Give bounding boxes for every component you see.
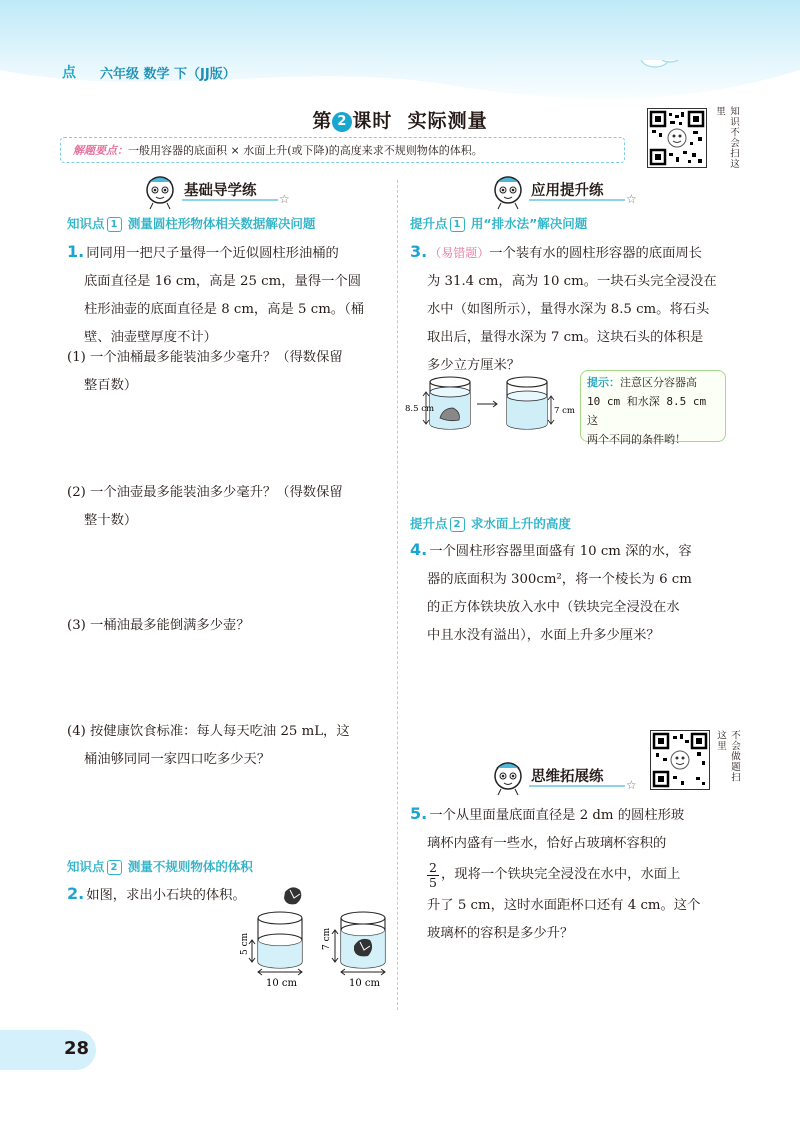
hint-label: 提示： — [587, 376, 620, 389]
section-title-advanced: 应用提升练 — [531, 183, 604, 199]
section-underline — [529, 785, 625, 787]
question-text: 取出后，量得水深为 7 cm。这块石头的体积是 — [427, 330, 704, 345]
question-3 — [410, 238, 740, 380]
question-text: 水中（如图所示），量得水深为 8.5 cm。将石头 — [427, 302, 710, 317]
lesson-prefix: 第 — [312, 110, 333, 132]
qr-code[interactable] — [647, 108, 707, 168]
qr-icon — [651, 731, 709, 789]
knowledge-point-2 — [67, 857, 253, 875]
question-3-figure — [405, 374, 580, 436]
question-1-sub-2 — [67, 479, 343, 535]
mascot-icon — [488, 758, 528, 800]
question-1-sub-4 — [67, 718, 350, 774]
tip-box — [60, 137, 625, 163]
sub-question-text: 整百数） — [84, 378, 138, 393]
fig-left-depth-label: 8.5 cm — [405, 404, 435, 414]
kp-prefix: 知识点 — [67, 216, 105, 231]
question-text: ，现将一个铁块完全浸没在水中，水面上 — [441, 867, 681, 882]
question-text: 同同用一把尺子量得一个近似圆柱形油桶的 — [86, 246, 339, 261]
question-text: 的正方体铁块放入水中（铁块完全浸没在水 — [427, 600, 680, 615]
kp-number: 1 — [107, 217, 122, 232]
page-number: 28 — [64, 1038, 90, 1059]
section-title-extension: 思维拓展练 — [531, 769, 604, 785]
fraction-numerator: 2 — [429, 859, 437, 875]
kp-number: 2 — [107, 860, 122, 875]
sub-question-text: (3) 一桶油最多能倒满多少壶？ — [67, 618, 250, 633]
question-text: 底面直径是 16 cm，高是 25 cm，量得一个圆 — [84, 274, 362, 289]
question-text: 中且水没有溢出），水面上升多少厘米？ — [427, 628, 660, 643]
section-underline — [182, 199, 278, 201]
kp-text: 测量不规则物体的体积 — [127, 859, 253, 874]
hint-text: 注意区分容器高 — [620, 376, 697, 389]
question-number: 4. — [410, 540, 428, 559]
kp-number: 1 — [450, 217, 465, 232]
question-number: 3. — [410, 242, 428, 261]
sub-question-text: (2) 一个油壶最多能装油多少毫升？（得数保留 — [67, 485, 343, 500]
mascot-icon — [140, 172, 180, 214]
section-underline — [529, 199, 625, 201]
question-text: 柱形油壶的底面直径是 8 cm，高是 5 cm。（桶 — [84, 302, 365, 317]
question-text: 升了 5 cm，这时水面距杯口还有 4 cm。这个 — [427, 898, 701, 913]
lesson-number: 2 — [332, 112, 352, 132]
question-text: 壁、油壶壁厚度不计） — [84, 330, 217, 345]
hint-box — [580, 370, 726, 446]
question-text: 一个装有水的圆柱形容器的底面周长 — [489, 246, 702, 261]
fig2-width-label: 10 cm — [349, 978, 380, 989]
qr-code[interactable] — [650, 730, 710, 790]
question-text-fraction-line — [410, 858, 740, 892]
fig-right-depth-label: 7 cm — [554, 406, 575, 416]
kp-text: 求水面上升的高度 — [470, 516, 571, 531]
improvement-point-1 — [410, 214, 587, 232]
lesson-suffix: 课时 — [352, 110, 393, 132]
fraction-denominator: 5 — [429, 874, 437, 890]
question-number: 2. — [67, 884, 85, 903]
error-prone-tag: （易错题） — [429, 246, 490, 260]
qr-caption: 不会做题扫这里 — [715, 730, 740, 783]
sub-question-text: 桶油够同同一家四口吃多少天？ — [84, 752, 271, 767]
fig1-width-label: 10 cm — [266, 978, 297, 989]
question-text: 一个圆柱形容器里面盛有 10 cm 深的水，容 — [429, 544, 692, 559]
knowledge-point-1 — [67, 214, 315, 232]
question-5 — [410, 800, 740, 948]
question-number: 1. — [67, 242, 85, 261]
question-text: 为 31.4 cm，高为 10 cm。一块石头完全浸没在 — [427, 274, 717, 289]
kp-text: 测量圆柱形物体相关数据解决问题 — [127, 216, 316, 231]
kp-text: 用“排水法”解决问题 — [470, 216, 588, 231]
question-text: 玻璃杯的容积是多少升？ — [427, 926, 574, 941]
question-1-sub-3 — [67, 612, 250, 640]
kp-number: 2 — [450, 517, 465, 532]
question-2 — [67, 880, 246, 910]
fig1-height-label: 5 cm — [240, 932, 250, 955]
sub-question-text: (1) 一个油桶最多能装油多少毫升？（得数保留 — [67, 350, 343, 365]
qr-caption: 知识不会扫这里 — [714, 106, 739, 169]
question-number: 5. — [410, 804, 428, 823]
hint-text: 两个不同的条件哟！ — [587, 433, 686, 446]
question-1 — [67, 238, 387, 352]
question-4 — [410, 536, 740, 650]
star-icon: ☆ — [626, 778, 637, 792]
qr-icon — [648, 109, 706, 167]
question-text: 多少立方厘米？ — [427, 358, 521, 373]
tip-label: 解题要点： — [73, 144, 128, 157]
fraction — [427, 861, 439, 890]
grade-label: 六年级 数学 下（JJ版） — [100, 67, 236, 82]
star-icon: ☆ — [279, 192, 290, 206]
kp-prefix: 提升点 — [410, 516, 448, 531]
improvement-point-2 — [410, 514, 571, 532]
tip-text: 一般用容器的底面积 × 水面上升(或下降)的高度来求不规则物体的体积。 — [128, 144, 483, 157]
hint-text: 10 cm 和水深 8.5 cm 这 — [587, 395, 707, 427]
star-icon: ☆ — [626, 192, 637, 206]
question-text: 器的底面积为 300cm²，将一个棱长为 6 cm — [427, 572, 692, 587]
mascot-icon — [488, 172, 528, 214]
kp-prefix: 提升点 — [410, 216, 448, 231]
kp-prefix: 知识点 — [67, 859, 105, 874]
question-2-figure — [230, 884, 400, 994]
question-1-sub-1 — [67, 344, 343, 400]
sub-question-text: 整十数） — [84, 513, 138, 528]
section-title-basic: 基础导学练 — [184, 183, 257, 199]
sub-question-text: (4) 按健康饮食标准：每人每天吃油 25 mL，这 — [67, 724, 350, 739]
question-text: 如图，求出小石块的体积。 — [86, 888, 246, 903]
series-logo: 点 — [62, 65, 76, 81]
stone-icon — [284, 887, 301, 904]
lesson-name: 实际测量 — [407, 110, 488, 132]
fig2-height-label: 7 cm — [322, 927, 332, 950]
question-text: 一个从里面量底面直径是 2 dm 的圆柱形玻 — [429, 808, 685, 823]
question-text: 璃杯内盛有一些水，恰好占玻璃杯容积的 — [427, 836, 667, 851]
